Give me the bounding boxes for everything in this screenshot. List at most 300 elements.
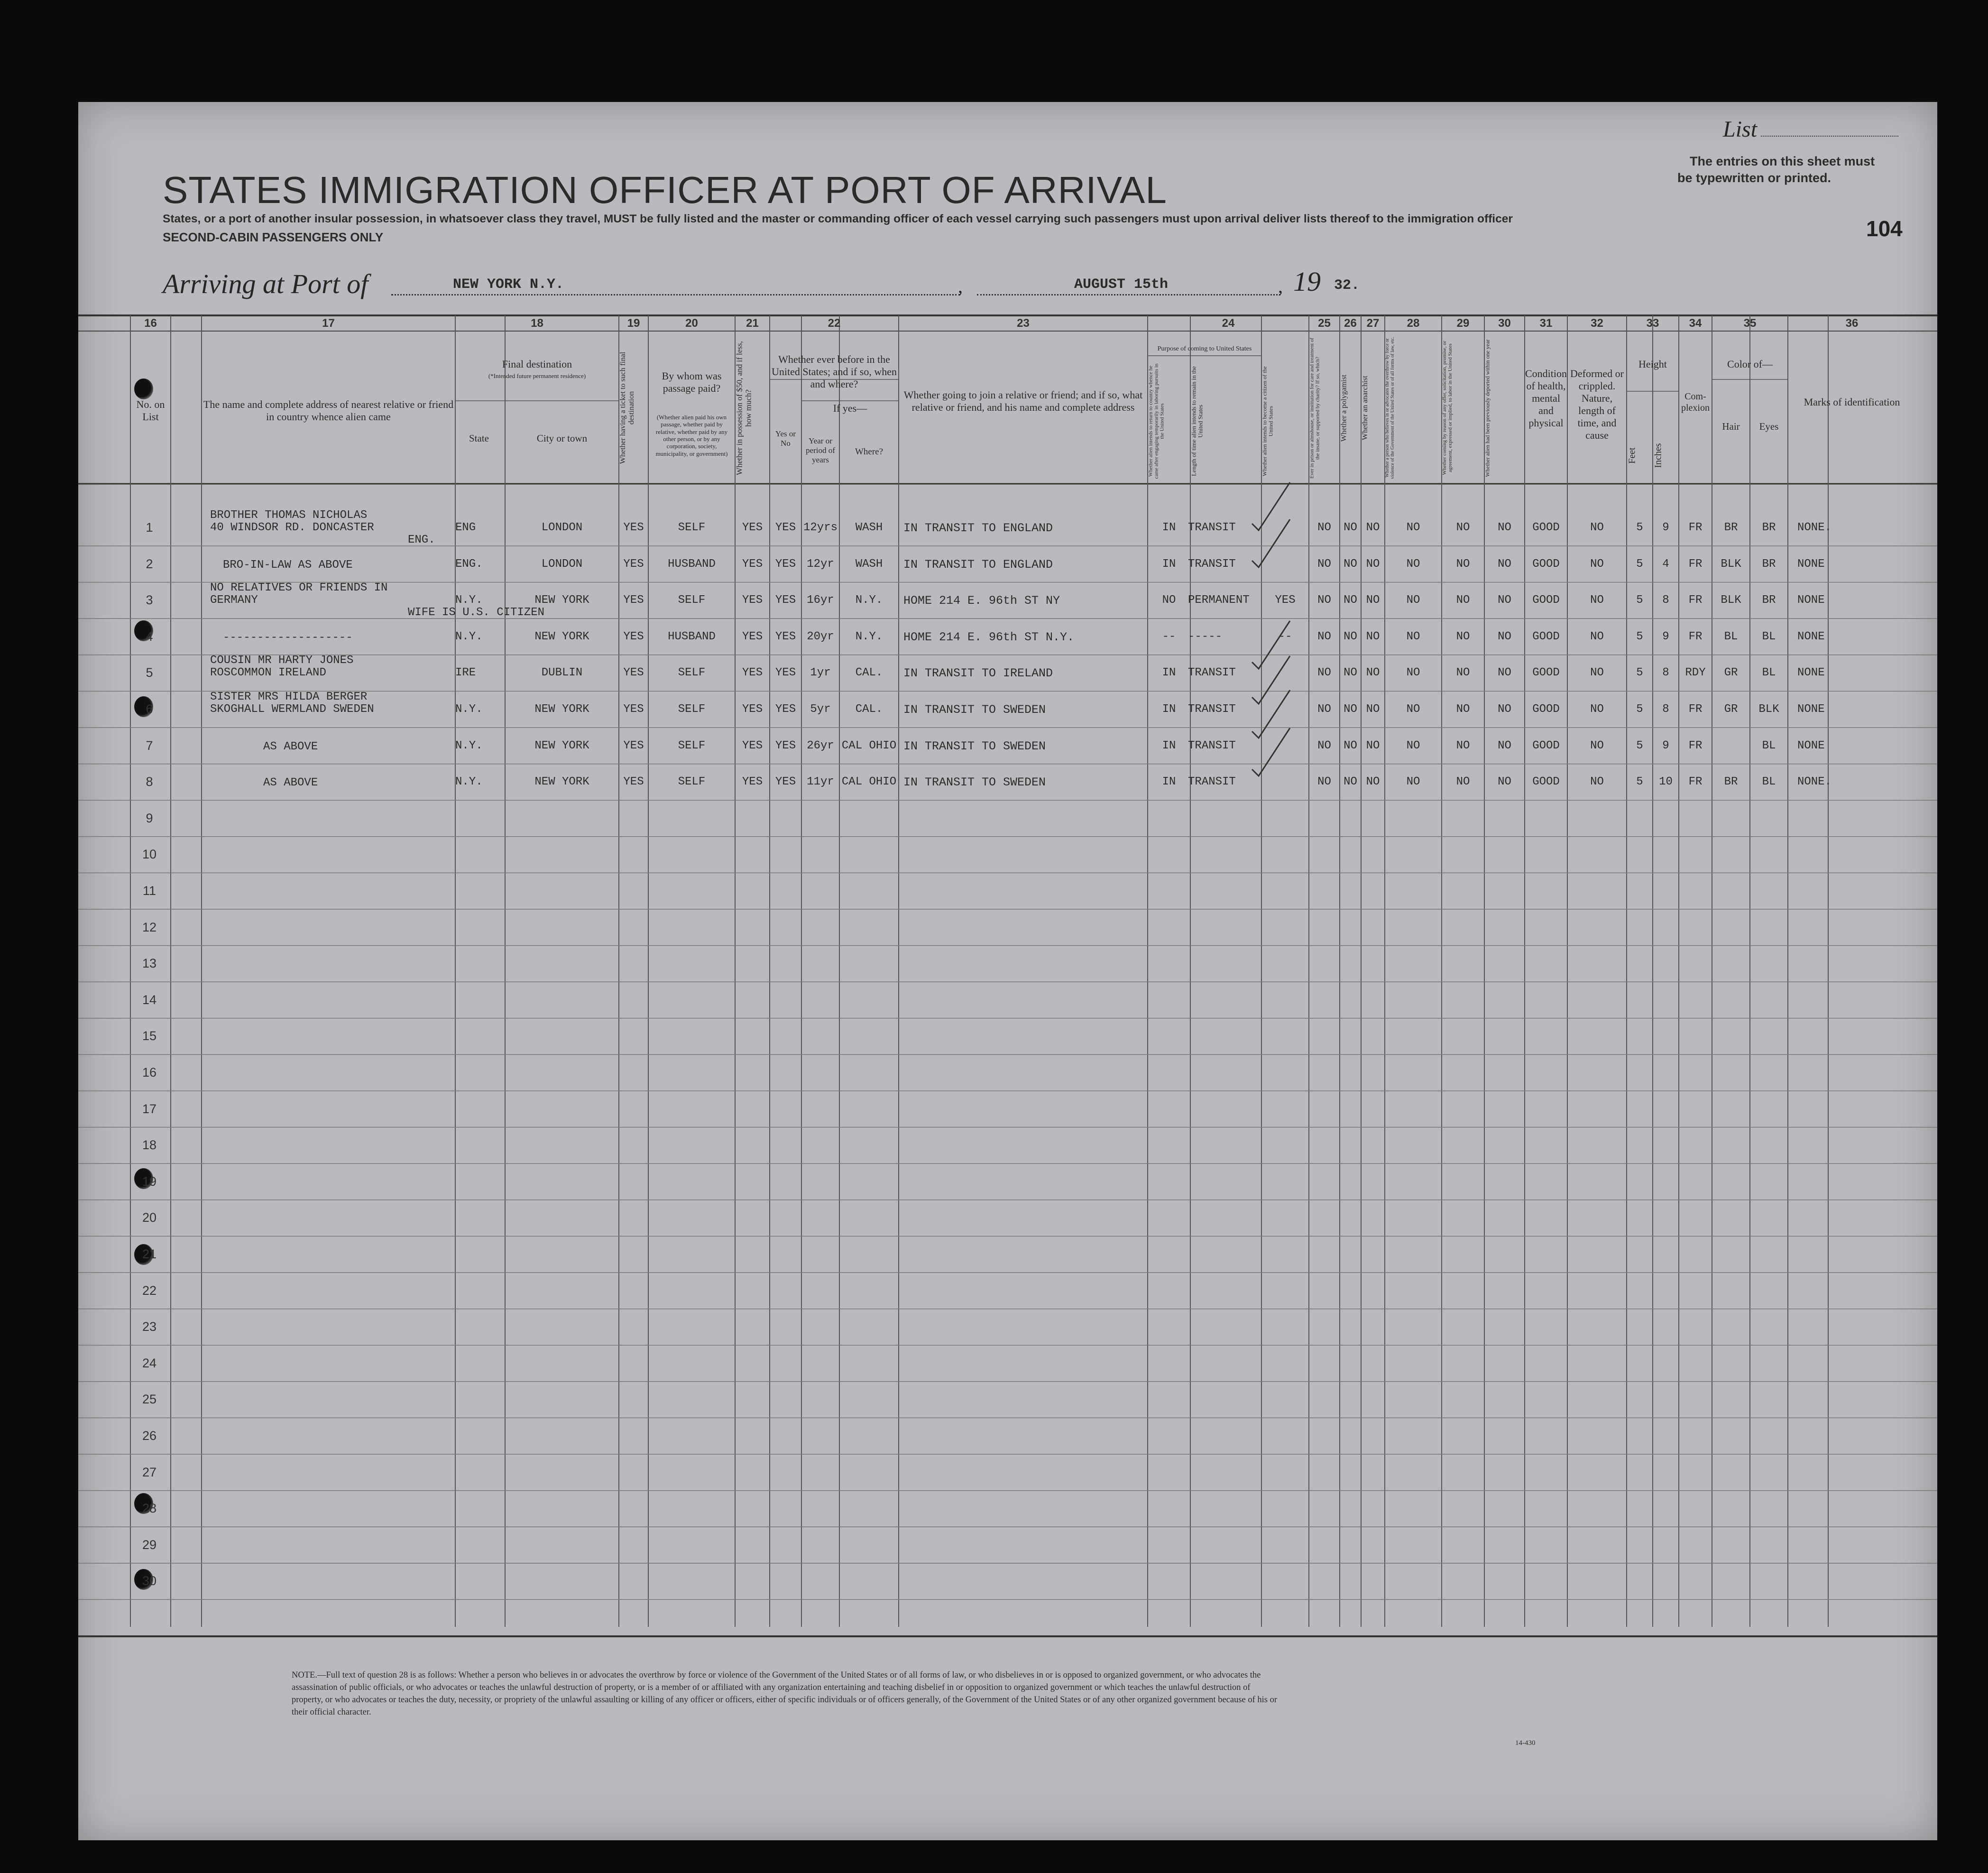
cell-relative-line-1: BROTHER THOMAS NICHOLAS xyxy=(210,509,368,522)
cell-p24a: IN xyxy=(1162,703,1176,716)
cell-years: 20yr xyxy=(807,630,834,643)
cell-deformed: NO xyxy=(1590,775,1604,789)
header-c33_feet: Feet xyxy=(1627,447,1637,464)
cell-complexion: FR xyxy=(1688,630,1703,643)
cell-marks: NONE xyxy=(1797,557,1825,571)
header-c28: Whether a person who believes in or advocates the overthrow by force or violence of the Government of the United States or of all forms of law, etc. xyxy=(1385,337,1395,479)
cell-c29: NO xyxy=(1456,594,1470,607)
cell-state: ENG xyxy=(455,521,476,534)
cell-c30: NO xyxy=(1498,630,1511,643)
cell-eyes: BR xyxy=(1762,521,1776,534)
column-number-18: 18 xyxy=(531,317,543,330)
cell-ever: YES xyxy=(775,775,796,789)
cell-c25: NO xyxy=(1317,630,1331,643)
typed-note-2: be typewritten or printed. xyxy=(1677,171,1832,185)
cell-join: HOME 214 E. 96th ST N.Y. xyxy=(903,630,1075,644)
header-c17: The name and complete address of nearest relative or friend in country whence alien came xyxy=(203,398,454,423)
cell-where: CAL. xyxy=(855,703,883,716)
header-c18_note: (*Intended future permanent residence) xyxy=(488,372,586,379)
cell-deformed: NO xyxy=(1590,630,1604,643)
cell-c28: NO xyxy=(1406,739,1420,752)
form-code: 14-430 xyxy=(1515,1739,1536,1747)
cell-paid: SELF xyxy=(678,703,706,716)
cell-where: WASH xyxy=(855,557,883,571)
cell-p24a: IN xyxy=(1162,521,1176,534)
cell-city: DUBLIN xyxy=(541,666,583,680)
cell-c30: NO xyxy=(1498,521,1511,534)
header-c18: Final destination xyxy=(502,358,572,370)
cell-c30: NO xyxy=(1498,557,1511,571)
cell-relative-line-2: 40 WINDSOR RD. DONCASTER xyxy=(210,521,374,534)
column-number-26: 26 xyxy=(1344,317,1357,330)
column-number-28: 28 xyxy=(1407,317,1420,330)
cell-fifty: YES xyxy=(742,666,763,680)
cell-inches: 8 xyxy=(1662,703,1669,716)
cell-c29: NO xyxy=(1456,521,1470,534)
row-number: 8 xyxy=(146,775,153,789)
header-c18_state: State xyxy=(469,433,489,444)
cell-marks: NONE. xyxy=(1797,521,1832,534)
header-c35_eyes: Eyes xyxy=(1759,421,1779,432)
cell-deformed: NO xyxy=(1590,739,1604,752)
header-c22_yes: Yes or No xyxy=(775,429,796,448)
cell-ever: YES xyxy=(775,594,796,607)
cell-relative-line-1: AS ABOVE xyxy=(263,776,318,790)
header-c24b: Length of time alien intends to remain in the United States xyxy=(1190,366,1204,476)
cell-health: GOOD xyxy=(1532,594,1560,607)
header-c36: Marks of identification xyxy=(1804,396,1900,408)
header-c24c: Whether alien intends to become a citizen of the United States xyxy=(1261,366,1274,476)
cell-c30: NO xyxy=(1498,703,1511,716)
cell-c27: NO xyxy=(1366,739,1380,752)
cell-years: 16yr xyxy=(807,594,834,607)
cell-eyes: BL xyxy=(1762,630,1776,643)
row-number: 27 xyxy=(142,1465,157,1479)
row-number: 4 xyxy=(146,629,153,644)
column-number-32: 32 xyxy=(1591,317,1603,330)
cell-inches: 9 xyxy=(1662,521,1669,534)
header-c25: Ever in prison or almshouse, or institution for care and treatment of the insane, or supported by charity? If so, which? xyxy=(1309,337,1321,479)
cell-inches: 8 xyxy=(1662,594,1669,607)
cell-hair: GR xyxy=(1724,703,1738,716)
cell-p24b: TRANSIT xyxy=(1188,739,1236,752)
row-number: 14 xyxy=(142,992,157,1007)
class-label: SECOND-CABIN PASSENGERS ONLY xyxy=(163,230,384,244)
cell-state: N.Y. xyxy=(455,703,483,716)
cell-paid: SELF xyxy=(678,666,706,680)
row-number: 9 xyxy=(146,811,153,825)
cell-deformed: NO xyxy=(1590,703,1604,716)
row-number: 18 xyxy=(142,1138,157,1153)
row-number: 16 xyxy=(142,1065,157,1080)
cell-ticket: YES xyxy=(623,739,644,752)
row-number: 29 xyxy=(142,1537,157,1552)
cell-c29: NO xyxy=(1456,557,1470,571)
column-number-23: 23 xyxy=(1017,317,1030,330)
column-number-29: 29 xyxy=(1456,317,1470,330)
cell-c26: NO xyxy=(1344,775,1357,789)
cell-ever: YES xyxy=(775,666,796,680)
cell-marks: NONE xyxy=(1797,703,1825,716)
cell-join: IN TRANSIT TO IRELAND xyxy=(903,666,1053,681)
row-number: 15 xyxy=(142,1029,157,1043)
cell-paid: HUSBAND xyxy=(668,557,716,571)
row-number: 21 xyxy=(142,1247,157,1261)
check-mark-icon xyxy=(1252,656,1290,704)
cell-paid: SELF xyxy=(678,775,706,789)
cell-relative-line-1: AS ABOVE xyxy=(263,740,318,753)
header-c34: Com-plexion xyxy=(1681,391,1710,413)
cell-health: GOOD xyxy=(1532,557,1560,571)
cell-c26: NO xyxy=(1344,703,1357,716)
cell-relative-line-1: NO RELATIVES OR FRIENDS IN xyxy=(210,581,388,595)
header-c20: By whom was passage paid? xyxy=(662,370,722,394)
header-c35: Color of— xyxy=(1727,358,1773,370)
cell-p24b: TRANSIT xyxy=(1188,775,1236,789)
cell-c26: NO xyxy=(1344,521,1357,534)
list-label xyxy=(1723,116,1898,142)
cell-inches: 10 xyxy=(1659,775,1673,789)
column-number-17: 17 xyxy=(322,317,335,330)
cell-p24a: -- xyxy=(1162,630,1176,643)
cell-c26: NO xyxy=(1344,594,1357,607)
cell-relative-line-1: BRO-IN-LAW AS ABOVE xyxy=(223,558,353,572)
header-c20_note: (Whether alien paid his own passage, whether paid by relative, whether paid by any other person, or by any corporation, society, municipality, or government) xyxy=(655,414,728,457)
cell-ticket: YES xyxy=(623,557,644,571)
cell-deformed: NO xyxy=(1590,557,1604,571)
cell-ever: YES xyxy=(775,739,796,752)
header-c33: Height xyxy=(1638,358,1667,370)
cell-state: ENG. xyxy=(455,557,483,571)
page-title: STATES IMMIGRATION OFFICER AT PORT OF ARRIVAL xyxy=(163,169,1167,211)
cell-city: LONDON xyxy=(541,521,583,534)
cell-relative-line-2: SKOGHALL WERMLAND SWEDEN xyxy=(210,703,374,716)
header-c26: Whether a polygamist xyxy=(1340,374,1348,442)
row-number: 3 xyxy=(146,593,153,608)
cell-paid: HUSBAND xyxy=(668,630,716,643)
cell-fifty: YES xyxy=(742,703,763,716)
cell-city: NEW YORK xyxy=(534,703,589,716)
cell-feet: 5 xyxy=(1636,666,1643,680)
cell-years: 1yr xyxy=(810,666,831,680)
cell-c27: NO xyxy=(1366,594,1380,607)
cell-paid: SELF xyxy=(678,594,706,607)
cell-marks: NONE. xyxy=(1797,775,1832,789)
cell-feet: 5 xyxy=(1636,557,1643,571)
list-blank-line xyxy=(1761,136,1898,137)
cell-health: GOOD xyxy=(1532,703,1560,716)
cell-relative-line-1: SISTER MRS HILDA BERGER xyxy=(210,691,368,703)
cell-ticket: YES xyxy=(623,521,644,534)
column-number-34: 34 xyxy=(1689,317,1702,330)
cell-marks: NONE xyxy=(1797,739,1825,752)
cell-where: N.Y. xyxy=(855,630,883,643)
column-number-22: 22 xyxy=(828,317,841,330)
cell-c25: NO xyxy=(1317,739,1331,752)
cell-years: 12yrs xyxy=(803,521,838,534)
footnote: NOTE.—Full text of question 28 is as follows: Whether a person who believes in or advocates the overthrow by force or violence of the Government of the United States or of all forms of law, or who disbelieves in or is opposed to organized government, or who advocates the assassination of public officials, or who advocates or teaches the unlawful destruction of property, or is a member of or affiliated with any organization entertaining and teaching disbelief in or opposition to organized government or which teaches the unlawful destruction of property, or who advocates or teaches the duty, necessity, or propriety of the unlawful assaulting or killing of any officer or officers, either of specific individuals or of officers generally, of the Government of the United States or of any other organized government because of his or their official character. xyxy=(292,1670,1278,1717)
cell-complexion: FR xyxy=(1688,703,1703,716)
cell-eyes: BL xyxy=(1762,775,1776,789)
cell-fifty: YES xyxy=(742,630,763,643)
cell-fifty: YES xyxy=(742,521,763,534)
column-number-16: 16 xyxy=(144,317,157,330)
cell-c30: NO xyxy=(1498,739,1511,752)
cell-p24a: IN xyxy=(1162,775,1176,789)
manifest-sheet xyxy=(78,102,1937,1840)
cell-feet: 5 xyxy=(1636,594,1643,607)
cell-where: CAL OHIO xyxy=(841,775,897,789)
cell-ever: YES xyxy=(775,557,796,571)
column-number-21: 21 xyxy=(746,317,759,330)
row-number: 5 xyxy=(146,665,153,680)
arriving-label: Arriving at Port of xyxy=(163,268,368,299)
header-c18_city: City or town xyxy=(536,433,588,444)
cell-fifty: YES xyxy=(742,775,763,789)
cell-p24c: YES xyxy=(1275,594,1296,607)
cell-c28: NO xyxy=(1406,521,1420,534)
cell-hair: GR xyxy=(1724,666,1738,680)
row-number: 22 xyxy=(142,1283,157,1298)
cell-inches: 8 xyxy=(1662,666,1669,680)
binder-hole-icon xyxy=(134,378,153,399)
cell-c28: NO xyxy=(1406,703,1420,716)
cell-hair: BLK xyxy=(1721,594,1741,607)
row-number: 17 xyxy=(142,1101,157,1116)
typed-note-1: The entries on this sheet must xyxy=(1690,154,1875,168)
cell-marks: NONE xyxy=(1797,594,1825,607)
cell-c29: NO xyxy=(1456,703,1470,716)
header-c19: Whether having a ticket to such final destination xyxy=(619,351,635,464)
cell-p24a: NO xyxy=(1162,594,1176,607)
header-c33_inches: Inches xyxy=(1653,443,1663,468)
column-number-31: 31 xyxy=(1539,317,1553,330)
cell-c27: NO xyxy=(1366,775,1380,789)
header-c22_ifyes: If yes— xyxy=(833,402,867,414)
cell-p24a: IN xyxy=(1162,739,1176,752)
column-number-33: 33 xyxy=(1646,317,1659,330)
column-number-19: 19 xyxy=(627,317,640,330)
cell-city: NEW YORK xyxy=(534,630,589,643)
cell-c28: NO xyxy=(1406,594,1420,607)
row-number: 7 xyxy=(146,738,153,753)
cell-where: CAL. xyxy=(855,666,883,680)
cell-health: GOOD xyxy=(1532,666,1560,680)
row-number: 25 xyxy=(142,1392,157,1407)
page-number: 104 xyxy=(1866,216,1903,241)
cell-join: IN TRANSIT TO SWEDEN xyxy=(903,739,1046,753)
cell-marks: NONE xyxy=(1797,666,1825,680)
row-number: 6 xyxy=(146,702,153,716)
cell-years: 12yr xyxy=(807,557,834,571)
column-number-25: 25 xyxy=(1318,317,1331,330)
cell-state: N.Y. xyxy=(455,630,483,643)
instruction-text: States, or a port of another insular possession, in whatsoever class they travel, MUST be fully listed and the master or commanding officer of each vessel carrying such passengers must upon arrival deliver lists thereof to the immigration officer xyxy=(163,212,1513,225)
cell-ticket: YES xyxy=(623,630,644,643)
cell-paid: SELF xyxy=(678,739,706,752)
header-c22: Whether ever before in the United States; and if so, when and where? xyxy=(772,353,897,390)
cell-relative-line-3: ENG. xyxy=(408,534,435,546)
cell-where: WASH xyxy=(855,521,883,534)
cell-relative-line-1: COUSIN MR HARTY JONES xyxy=(210,654,354,667)
row-number: 24 xyxy=(142,1356,157,1370)
cell-p24b: PERMANENT xyxy=(1188,594,1250,607)
cell-ever: YES xyxy=(775,703,796,716)
cell-c25: NO xyxy=(1317,775,1331,789)
date-value: AUGUST 15th xyxy=(1074,277,1169,293)
row-number: 12 xyxy=(142,920,157,934)
cell-state: N.Y. xyxy=(455,739,483,752)
cell-state: N.Y. xyxy=(455,775,483,789)
cell-ticket: YES xyxy=(623,666,644,680)
column-number-30: 30 xyxy=(1498,317,1511,330)
column-number-20: 20 xyxy=(685,317,698,330)
cell-c29: NO xyxy=(1456,630,1470,643)
row-number: 1 xyxy=(146,520,153,535)
cell-c26: NO xyxy=(1344,557,1357,571)
cell-c28: NO xyxy=(1406,630,1420,643)
cell-eyes: BL xyxy=(1762,739,1776,752)
row-number: 30 xyxy=(142,1574,157,1588)
column-number-24: 24 xyxy=(1222,317,1235,330)
cell-p24b: TRANSIT xyxy=(1188,557,1236,571)
cell-inches: 9 xyxy=(1662,739,1669,752)
cell-complexion: FR xyxy=(1688,557,1703,571)
cell-feet: 5 xyxy=(1636,521,1643,534)
row-number: 2 xyxy=(146,556,153,571)
cell-c26: NO xyxy=(1344,630,1357,643)
header-c16: No. on List xyxy=(136,398,165,423)
header-c35_hair: Hair xyxy=(1722,421,1740,432)
cell-relative-line-1: ------------------- xyxy=(223,631,353,644)
cell-p24b: ----- xyxy=(1188,630,1223,643)
header-c30: Whether alien had been previously deported within one year xyxy=(1484,339,1491,477)
cell-feet: 5 xyxy=(1636,703,1643,716)
row-number: 11 xyxy=(142,884,156,898)
row-number: 23 xyxy=(142,1319,157,1334)
comma-2: , xyxy=(1278,276,1283,297)
cell-c27: NO xyxy=(1366,703,1380,716)
cell-ticket: YES xyxy=(623,775,644,789)
cell-c30: NO xyxy=(1498,666,1511,680)
cell-relative-line-2: ROSCOMMON IRELAND xyxy=(210,666,326,680)
cell-ever: YES xyxy=(775,521,796,534)
cell-eyes: BR xyxy=(1762,557,1776,571)
cell-c30: NO xyxy=(1498,775,1511,789)
cell-state: IRE xyxy=(455,666,476,680)
header-c24a: Whether alien intends to return to country whence he came after engaging temporarily in laboring pursuits in the United States xyxy=(1148,363,1165,479)
cell-ticket: YES xyxy=(623,703,644,716)
column-number-27: 27 xyxy=(1366,317,1380,330)
cell-c30: NO xyxy=(1498,594,1511,607)
check-mark-icon xyxy=(1252,621,1290,669)
cell-c25: NO xyxy=(1317,666,1331,680)
port-blank-line xyxy=(391,294,960,295)
cell-city: NEW YORK xyxy=(534,739,589,752)
row-number: 20 xyxy=(142,1210,157,1225)
header-c31: Condition of health, mental and physical xyxy=(1525,368,1567,429)
cell-c28: NO xyxy=(1406,775,1420,789)
cell-eyes: BR xyxy=(1762,594,1776,607)
header-c22_where: Where? xyxy=(855,447,884,457)
cell-marks: NONE xyxy=(1797,630,1825,643)
cell-c25: NO xyxy=(1317,703,1331,716)
comma-1: , xyxy=(958,276,963,297)
cell-deformed: NO xyxy=(1590,666,1604,680)
cell-c25: NO xyxy=(1317,521,1331,534)
cell-c28: NO xyxy=(1406,557,1420,571)
header-c27: Whether an anarchist xyxy=(1361,376,1369,440)
cell-p24c: -- xyxy=(1278,630,1292,643)
cell-ticket: YES xyxy=(623,594,644,607)
cell-c27: NO xyxy=(1366,557,1380,571)
cell-feet: 5 xyxy=(1636,630,1643,643)
cell-join: IN TRANSIT TO SWEDEN xyxy=(903,775,1046,790)
row-number: 26 xyxy=(142,1429,157,1443)
cell-fifty: YES xyxy=(742,594,763,607)
cell-feet: 5 xyxy=(1636,739,1643,752)
cell-complexion: RDY xyxy=(1685,666,1706,680)
cell-where: N.Y. xyxy=(855,594,883,607)
cell-relative-line-2: GERMANY xyxy=(210,594,258,607)
year-prefix: 19 xyxy=(1293,266,1321,297)
header-c29: Whether coming by reason of any offer, solicitation, promise, or agreement, expressed or implied, to labor in the United States xyxy=(1442,341,1454,475)
cell-hair: BR xyxy=(1724,521,1738,534)
cell-c26: NO xyxy=(1344,739,1357,752)
cell-eyes: BLK xyxy=(1758,703,1779,716)
cell-deformed: NO xyxy=(1590,594,1604,607)
cell-deformed: NO xyxy=(1590,521,1604,534)
cell-c29: NO xyxy=(1456,775,1470,789)
cell-p24b: TRANSIT xyxy=(1188,703,1236,716)
cell-p24b: TRANSIT xyxy=(1188,521,1236,534)
cell-p24a: IN xyxy=(1162,557,1176,571)
cell-hair: BL xyxy=(1724,630,1738,643)
column-number-35: 35 xyxy=(1743,317,1757,330)
cell-complexion: FR xyxy=(1688,594,1703,607)
cell-c28: NO xyxy=(1406,666,1420,680)
cell-c27: NO xyxy=(1366,630,1380,643)
row-number: 10 xyxy=(142,847,157,862)
cell-join: IN TRANSIT TO ENGLAND xyxy=(903,521,1053,535)
date-blank-line xyxy=(977,294,1280,295)
cell-city: LONDON xyxy=(541,557,583,571)
cell-ever: YES xyxy=(775,630,796,643)
cell-where: CAL OHIO xyxy=(841,739,897,752)
cell-complexion: FR xyxy=(1688,521,1703,534)
cell-eyes: BL xyxy=(1762,666,1776,680)
cell-c29: NO xyxy=(1456,739,1470,752)
cell-city: NEW YORK xyxy=(534,594,589,607)
cell-complexion: FR xyxy=(1688,775,1703,789)
cell-c27: NO xyxy=(1366,521,1380,534)
cell-state: N.Y. xyxy=(455,594,483,607)
cell-inches: 4 xyxy=(1662,557,1669,571)
cell-p24a: IN xyxy=(1162,666,1176,680)
cell-c27: NO xyxy=(1366,666,1380,680)
header-c21: Whether in possession of $50, and if less, how much? xyxy=(735,341,753,475)
row-number: 13 xyxy=(142,956,157,971)
header-c22_year: Year or period of years xyxy=(806,436,835,465)
cell-c26: NO xyxy=(1344,666,1357,680)
cell-health: GOOD xyxy=(1532,521,1560,534)
cell-complexion: FR xyxy=(1688,739,1703,752)
port-value: NEW YORK N.Y. xyxy=(453,277,564,293)
row-number: 28 xyxy=(142,1501,157,1516)
row-number: 19 xyxy=(142,1174,157,1189)
cell-years: 26yr xyxy=(807,739,834,752)
cell-health: GOOD xyxy=(1532,775,1560,789)
